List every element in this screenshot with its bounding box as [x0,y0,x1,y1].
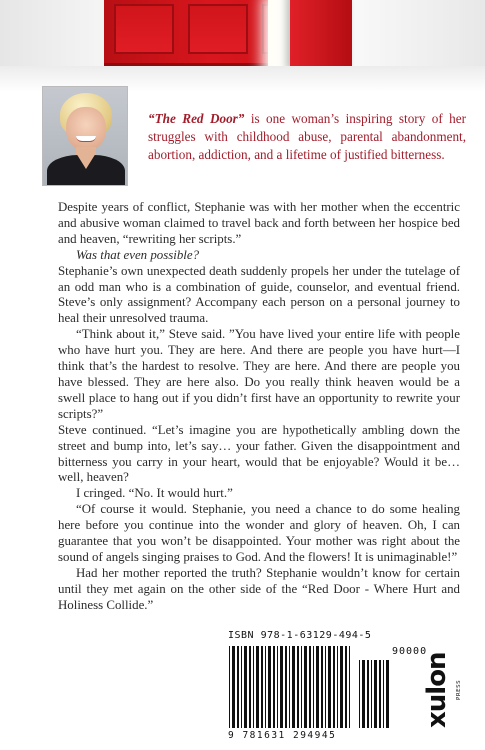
barcode-bar [273,646,275,728]
body-paragraph: “Of course it would. Stephanie, you need a chance to do some healing here before you continue into the wonder and glory of heaven. Oh, I can guarantee that you won’t be disappointed. Your mother was right about the sound of angels singing praises to God. And the flowers! It is unimaginable!” [58,502,460,564]
author-photo [42,86,128,186]
barcode-bar [316,646,319,728]
barcode-bar [301,646,302,728]
barcode-bar [256,646,259,728]
barcode-bar [268,646,271,728]
barcode-bar [253,646,254,728]
barcode-bar [237,646,239,728]
door-panel [188,4,248,54]
author-smile [76,136,96,142]
barcode-bar [241,646,242,728]
barcode-bar [261,646,263,728]
barcode-bar [244,646,247,728]
barcode-bar [292,646,295,728]
publisher-logo [412,652,468,730]
barcode-bar [379,660,381,728]
barcode-bar [367,660,369,728]
back-cover-text [58,200,460,614]
barcode-bar [325,646,326,728]
intro-blurb [148,110,466,164]
barcode-bar [321,646,323,728]
body-paragraph: Stephanie’s own unexpected death suddenly propels her under the tutelage of an odd man who is a combination of guide, counselor, and eventual friend. Steve’s only assignment? Accompany each person on a personal journey to heal their unresolved trauma. [58,263,460,326]
barcode-bar [309,646,311,728]
intro-text: is one woman’s inspiring story of her struggles with childhood abuse, parental abandonment, abortion, addiction, and a lifetime of justified bitterness. [148,111,466,162]
barcode-bar [333,646,335,728]
author-face [66,107,106,151]
barcode-bar [280,646,283,728]
barcode-bar [304,646,307,728]
barcode-bar [265,646,266,728]
barcode-bar [386,660,389,728]
barcode-bar [297,646,299,728]
body-paragraph: “Think about it,” Steve said. ”You have lived your entire life with people who have hurt you. They are here. And there are people you have hurt—I think that’s the hardest to resolve. They are here. And there are people you have blessed. They are here also. Do you really think heaven would be a swell place to hang out if you didn’t first have an opportunity to rewrite your scripts?” [58,327,460,421]
price-code: 90000 [392,646,428,657]
barcode-bar [277,646,278,728]
publisher-press-text: PRESS [456,679,462,700]
barcode-block [228,646,392,746]
cover-art-red-door [0,0,485,92]
barcode-bar [328,646,331,728]
barcode-bar [229,646,230,728]
body-paragraph: Steve continued. “Let’s imagine you are hypothetically ambling down the street and bump into, let’s say… your father. Given the disappointment and bitterness you carry in your heart, would that be enjoyable? Would it be… well, heaven? [58,422,460,485]
isbn: ISBN 978-1-63129-494-5 [228,630,372,641]
barcode-bar [349,646,350,728]
barcode-bar [285,646,287,728]
body-paragraph: I cringed. “No. It would hurt.” [76,486,233,501]
body-paragraph: Had her mother reported the truth? Stephanie wouldn’t know for certain until they met again on the other side of the “Red Door - Where Hurt and Holiness Collide.” [58,565,460,612]
author-neckline [76,153,96,169]
barcode-bar [337,646,338,728]
barcode-bar [313,646,314,728]
barcode-bar [340,646,343,728]
barcode-bar [374,660,377,728]
body-paragraph: Despite years of conflict, Stephanie was with her mother when the eccentric and abusive woman claimed to travel back and forth between her hospice bed and heaven, “rewriting her scripts.” [58,200,460,246]
barcode-bar [359,660,360,728]
barcode-bar [362,660,365,728]
barcode-bar [289,646,290,728]
barcode-bar [345,646,347,728]
book-title: “The Red Door” [148,111,245,126]
price-barcode [358,660,392,728]
barcode-bar [232,646,235,728]
publisher-logo-text: xulon [422,652,452,728]
ean-barcode [228,646,354,728]
barcode-bar [249,646,251,728]
barcode-bar [383,660,384,728]
barcode-digits: 9 781631 294945 [228,730,337,741]
body-paragraph: Was that even possible? [76,247,200,262]
barcode-bar [371,660,372,728]
door-panel [114,4,174,54]
